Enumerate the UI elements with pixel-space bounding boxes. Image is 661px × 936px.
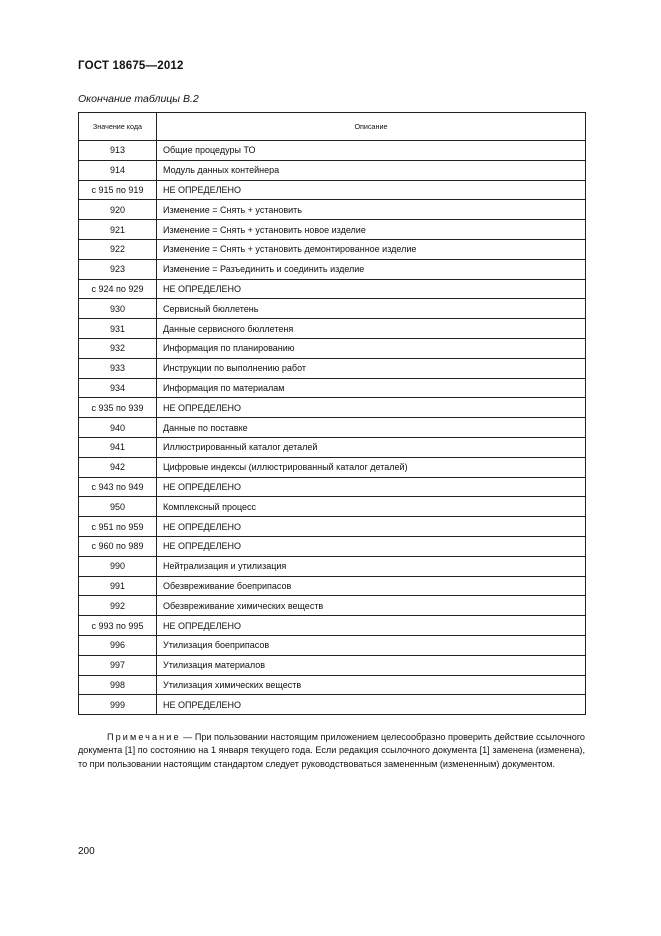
code-cell: 934 (79, 378, 157, 398)
table-row (79, 437, 586, 457)
table-row (79, 536, 586, 556)
table-row (79, 477, 586, 497)
code-cell: с 960 по 989 (79, 536, 157, 556)
description-cell: Данные сервисного бюллетеня (157, 319, 586, 339)
code-cell: с 935 по 939 (79, 398, 157, 418)
code-table (78, 112, 586, 715)
description-cell: НЕ ОПРЕДЕЛЕНО (157, 695, 586, 715)
code-cell: 931 (79, 319, 157, 339)
column-header-description: Описание (157, 113, 586, 141)
page-number: 200 (78, 846, 95, 857)
table-row (79, 358, 586, 378)
description-cell: НЕ ОПРЕДЕЛЕНО (157, 517, 586, 537)
code-cell: 997 (79, 655, 157, 675)
code-cell: 940 (79, 418, 157, 438)
code-cell: 998 (79, 675, 157, 695)
table-row (79, 160, 586, 180)
table-header-row (79, 113, 586, 141)
code-cell: 921 (79, 220, 157, 240)
code-cell: 913 (79, 141, 157, 161)
description-cell: Цифровые индексы (иллюстрированный каталог деталей) (157, 457, 586, 477)
table-row (79, 576, 586, 596)
description-cell: Изменение = Снять + установить новое изделие (157, 220, 586, 240)
code-cell: 930 (79, 299, 157, 319)
description-cell: Обезвреживание боеприпасов (157, 576, 586, 596)
description-cell: НЕ ОПРЕДЕЛЕНО (157, 536, 586, 556)
description-cell: Утилизация материалов (157, 655, 586, 675)
table-row (79, 418, 586, 438)
description-cell: НЕ ОПРЕДЕЛЕНО (157, 180, 586, 200)
description-cell: Общие процедуры ТО (157, 141, 586, 161)
code-cell: 999 (79, 695, 157, 715)
note-text: — При пользовании настоящим приложением целесообразно проверить действие ссылочного документа [1] по состоянию на 1 января текущего года. Если редакция ссылочного документа [1] заменена (изменена), то при пользовании настоящим стандартом следует руководствоваться замененным (измененным) документом. (78, 732, 585, 769)
table-row (79, 596, 586, 616)
description-cell: Нейтрализация и утилизация (157, 556, 586, 576)
table-row (79, 556, 586, 576)
code-cell: с 924 по 929 (79, 279, 157, 299)
table-row (79, 695, 586, 715)
description-cell: Информация по материалам (157, 378, 586, 398)
code-cell: 990 (79, 556, 157, 576)
document-header: ГОСТ 18675—2012 (78, 60, 184, 72)
description-cell: Комплексный процесс (157, 497, 586, 517)
code-cell: 950 (79, 497, 157, 517)
table-row (79, 180, 586, 200)
table-row (79, 279, 586, 299)
code-cell: 914 (79, 160, 157, 180)
table-caption: Окончание таблицы В.2 (78, 93, 199, 105)
code-cell: 996 (79, 635, 157, 655)
table-row (79, 319, 586, 339)
column-header-code: Значение кода (79, 113, 157, 141)
table-row (79, 497, 586, 517)
description-cell: НЕ ОПРЕДЕЛЕНО (157, 477, 586, 497)
table-row (79, 635, 586, 655)
table-row (79, 259, 586, 279)
table-row (79, 616, 586, 636)
code-cell: с 951 по 959 (79, 517, 157, 537)
table-row (79, 141, 586, 161)
table-row (79, 655, 586, 675)
code-cell: 920 (79, 200, 157, 220)
code-cell: 941 (79, 437, 157, 457)
table-row (79, 675, 586, 695)
table-row (79, 200, 586, 220)
code-cell: 991 (79, 576, 157, 596)
description-cell: Сервисный бюллетень (157, 299, 586, 319)
code-cell: с 943 по 949 (79, 477, 157, 497)
note-label: Примечание (107, 732, 181, 742)
table-row (79, 299, 586, 319)
description-cell: Изменение = Снять + установить (157, 200, 586, 220)
description-cell: НЕ ОПРЕДЕЛЕНО (157, 398, 586, 418)
table-row (79, 517, 586, 537)
code-cell: 933 (79, 358, 157, 378)
table-row (79, 220, 586, 240)
code-cell: с 993 по 995 (79, 616, 157, 636)
table-row (79, 457, 586, 477)
code-cell: 932 (79, 338, 157, 358)
code-cell: 922 (79, 239, 157, 259)
description-cell: Утилизация боеприпасов (157, 635, 586, 655)
table-row (79, 378, 586, 398)
table-row (79, 239, 586, 259)
code-cell: 992 (79, 596, 157, 616)
code-cell: 923 (79, 259, 157, 279)
description-cell: Изменение = Снять + установить демонтированное изделие (157, 239, 586, 259)
description-cell: Иллюстрированный каталог деталей (157, 437, 586, 457)
description-cell: НЕ ОПРЕДЕЛЕНО (157, 279, 586, 299)
description-cell: Утилизация химических веществ (157, 675, 586, 695)
description-cell: Данные по поставке (157, 418, 586, 438)
description-cell: Инструкции по выполнению работ (157, 358, 586, 378)
code-cell: 942 (79, 457, 157, 477)
description-cell: Информация по планированию (157, 338, 586, 358)
table-row (79, 338, 586, 358)
description-cell: НЕ ОПРЕДЕЛЕНО (157, 616, 586, 636)
description-cell: Обезвреживание химических веществ (157, 596, 586, 616)
note-paragraph (78, 731, 585, 771)
code-cell: с 915 по 919 (79, 180, 157, 200)
table-row (79, 398, 586, 418)
description-cell: Модуль данных контейнера (157, 160, 586, 180)
table-body (79, 141, 586, 715)
description-cell: Изменение = Разъединить и соединить изделие (157, 259, 586, 279)
